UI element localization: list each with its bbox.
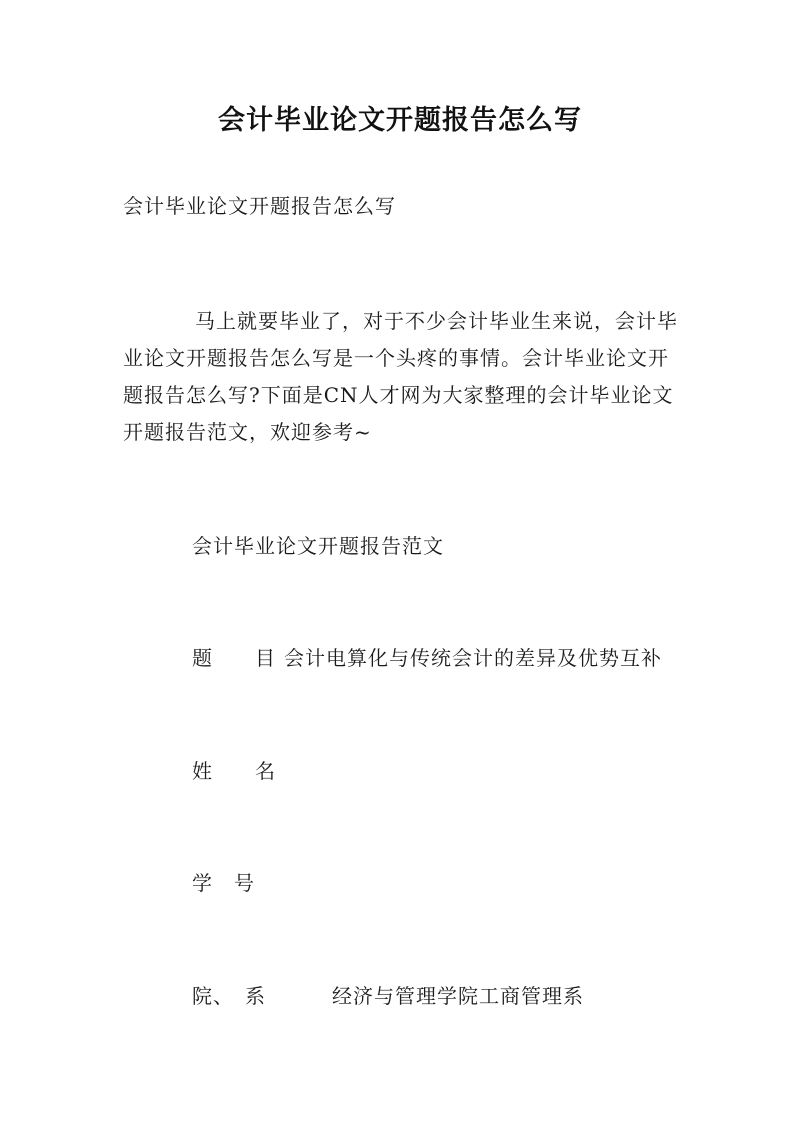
field-department-value: 经济与管理学院工商管理系	[332, 984, 584, 1008]
section-heading: 会计毕业论文开题报告范文	[192, 534, 444, 558]
field-department	[192, 980, 584, 1009]
field-student-id	[192, 867, 255, 896]
field-topic-value: 会计电算化与传统会计的差异及优势互补	[284, 646, 662, 670]
field-name	[192, 755, 276, 784]
document-subtitle: 会计毕业论文开题报告怎么写	[123, 194, 396, 218]
field-topic-label: 题 目	[192, 646, 276, 670]
field-department-label: 院、 系	[192, 984, 266, 1008]
field-student-id-label: 学 号	[192, 871, 255, 895]
field-name-label: 姓 名	[192, 759, 276, 783]
document-title: 会计毕业论文开题报告怎么写	[218, 105, 582, 136]
field-topic	[192, 642, 662, 671]
intro-paragraph: 马上就要毕业了，对于不少会计毕业生来说，会计毕业论文开题报告怎么写是一个头疼的事情。会计毕业论文开题报告怎么写?下面是CN人才网为大家整理的会计毕业论文开题报告范文，欢迎参考~	[123, 309, 678, 444]
